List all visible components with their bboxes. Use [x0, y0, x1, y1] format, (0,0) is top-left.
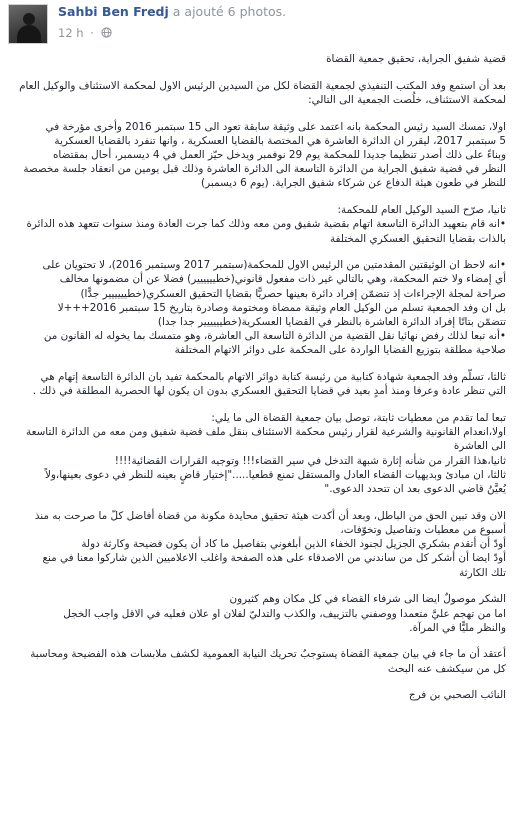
post-text-line: صلاحية مطلقة بتوزيع القضايا الواردة على المحكمة على دوائر الاتهام المختلفة	[174, 344, 506, 357]
post-text-line: ثالثا، تسلّم وفد الجمعية شهادة كتابية من رئيسة كتابة دوائر الاتهام بالمحكمة تفيد بان الدائرة التاسعة إتهام هي	[40, 371, 506, 384]
post-text-line: صراحة لمجلة الإجراءات إذ تتضمّن إفراد دائرة بعينها حصريًّا بقضايا التحقيق العسكري(خطيييييير جدًّا)	[80, 287, 506, 300]
post-text-line: بل ان وفد الجمعية تسلم من الوكيل العام وثيقة ممضاة ومختومة وصادرة بتاريخ 15 سبتمبر 2016+++لا	[57, 301, 506, 314]
post-text-line: النائب الصحبي بن فرج	[408, 689, 506, 702]
post-timestamp[interactable]: 12 h	[58, 26, 84, 40]
post-meta	[58, 26, 112, 41]
post-paragraph	[10, 370, 506, 398]
post-text-line: الى العاشرة	[453, 440, 506, 453]
post-text-line: الان وقد تبين الحق من الباطل، وبعد أن أكدت هيئة تحقيق محايدة مكونة من قضاة أفاضل كلّ ما صرحت به منذ	[34, 509, 506, 522]
post-paragraph	[10, 52, 506, 66]
post-paragraph	[10, 688, 506, 702]
post-text-line: والنظر مليًّا في المرآة.	[409, 621, 506, 634]
post-text-line: قضية شفيق الجراية، تحقيق جمعية القضاة	[326, 53, 506, 65]
post-text-line: تتضمّن بتاتًا إفراد الدائرة العاشرة بالنظر في القضايا العسكرية(خطيييييير جدا جدا)	[157, 316, 506, 329]
post-text-line: بعد أن استمع وفد المكتب التنفيذي لجمعية القضاة لكل من السيدين الرئيس الاول لمحكمة الاستئناف والوكيل العام	[19, 79, 506, 92]
post-text-line: وبناءً على ذلك أصدر تنظيما جديدا للمحكمة يوم 29 نوفمبر ويدخل حيّز العمل في 4 ديسمبر، أحال بمقتضاه	[52, 149, 506, 162]
post-header	[8, 4, 513, 44]
post-text-line: أي إمضاء ولا ختم المحكمة، وهي بالتالي غير ذات مفعول قانوني(خطيييييير) فضلا عن أن مضمونها مخالف	[59, 273, 506, 286]
meta-separator: ·	[90, 26, 94, 40]
post-text-line: لمحكمة الاستئناف، خلُصت الجمعية الى التالي:	[308, 93, 506, 106]
post-text-line: كل من سيكشف عنه البحث	[387, 662, 506, 675]
post-text-line: ثانيا، صرّح السيد الوكيل العام للمحكمة:	[337, 204, 506, 217]
post-body-text	[10, 52, 506, 715]
avatar-head-shape	[23, 13, 35, 25]
post-text-line: اولا،انعدام القانونية والشرعية لقرار رئيس محكمة الاستئناف بنقل ملف قضية شفيق ومن معه من الدائرة التاسعة	[26, 426, 506, 439]
post-paragraph	[10, 411, 506, 496]
post-text-line: أعتقد أن ما جاء في بيان جمعية القضاة يستوجبُ تحريك النيابة العمومية لكشف ملابسات هذه الفضيحة ومحاسبة	[30, 648, 506, 661]
post-text-line: اما من تهجم عليَّ متعمدا ووصفني بالتزييف، والكذب والتدليّ لفلان او علان فعليه في الاقل واجب الخجل	[63, 607, 506, 620]
post-text-line: •انه قام بتعهيد الدائرة التاسعة اتهام بقضية شفيق ومن معه وذلك كما جرت العادة ومنذ سنوات تتعهد هذه الدائرة	[26, 218, 506, 231]
post-text-line: الشكر موصولٌ ايضا الى شرفاء القضاء في كل مكان وهم كثيرون	[229, 593, 506, 606]
author-line	[58, 4, 286, 19]
post-text-line: •انه لاحظ ان الوثيقتين المقدمتين من الرئيس الاول للمحكمة(سبتمبر 2017 وسبتمبر 2016)، لا تحتويان على	[42, 259, 506, 272]
post-text-line: أودّ ايضا أن أشكر كل من ساندني من الاصدقاء على هذه الصفحة واغلب الاعلاميين الذين شاركوا معنا في منع	[42, 552, 506, 565]
avatar-body-shape	[17, 25, 41, 44]
globe-icon[interactable]	[101, 27, 112, 41]
post-text-line: بالذات بقضايا التحقيق العسكري المختلفة	[329, 232, 506, 245]
post-paragraph	[10, 120, 506, 191]
post-paragraph	[10, 203, 506, 246]
post-text-line: يُعيَّنُ قاضي الدعوى بعد ان تتحدد الدعوى."	[324, 483, 506, 496]
author-name[interactable]: Sahbi Ben Fredj	[58, 4, 169, 19]
post-paragraph	[10, 79, 506, 107]
post-paragraph	[10, 509, 506, 580]
post-text-line: ثالثا، ان مبادئ وبديهيات القضاء العادل والمستقل تمنع قطعيا....."إختيار قاضٍ بعينه للنظر في دعوى بعينها،ولاً	[44, 468, 506, 481]
post-paragraph	[10, 592, 506, 635]
post-text-line: اولا، تمسك السيد رئيس المحكمة بانه اعتمد على وثيقة سابقة تعود الى 15 سبتمبر 2016 وأخرى مؤرخة في	[45, 120, 506, 133]
post-action-text: a ajouté 6 photos.	[172, 4, 287, 19]
post-text-line: النظر في قضية شفيق الجراية من الدائرة التاسعة الى الدائرة العاشرة وذلك قبل يومين من انعقاد جلسة مخصصة	[23, 163, 506, 176]
post-text-line: للنظر في طعون هيئة الدفاع عن شركاء شفيق الجراية. (يوم 6 ديسمبر)	[201, 177, 506, 190]
post-text-line: التي تنظر عادة وعرفا ومنذ أمدٍ بعيد في قضايا التحقيق العسكري بدون ان يكون لها الحصرية المطلقة في ذلك .	[32, 385, 506, 398]
post-text-line: تبعا لما تقدم من معطيات ثابتة، توصل بيان جمعية القضاة الى ما يلي:	[211, 412, 506, 425]
author-avatar[interactable]	[8, 4, 48, 44]
post-paragraph	[10, 647, 506, 675]
post-text-line: •أنه تبعا لذلك رفض نهائيا نقل القضية من الدائرة التاسعة الى العاشرة، وهو متمسك بما يخوله له القانون من	[43, 330, 506, 343]
post-paragraph	[10, 258, 506, 357]
post-text-line: 5 سبتمبر 2017، ليقرر ان الدائرة العاشرة هي المختصة بالقضايا العسكرية ، وانها تنفرد بالقضايا العسكرية	[54, 134, 506, 147]
post-text-line: ثانيا،هذا القرار من شأنه إثارة شبهة التدخل في سير القضاء!!! وتوجيه القرارات القضائية!!!!	[114, 454, 506, 467]
post-text-line: أودّ أن أتقدم بشكري الجزيل لجنود الخفاء الذين أبلغوني بتفاصيل ما كاد أن يكون فضيحة وكارثة دولة	[81, 538, 506, 551]
post-text-line: تلك الكارثة	[459, 566, 506, 579]
post-text-line: أسبوع من معطيات وتفاصيل وتخوّفات،	[340, 523, 506, 536]
